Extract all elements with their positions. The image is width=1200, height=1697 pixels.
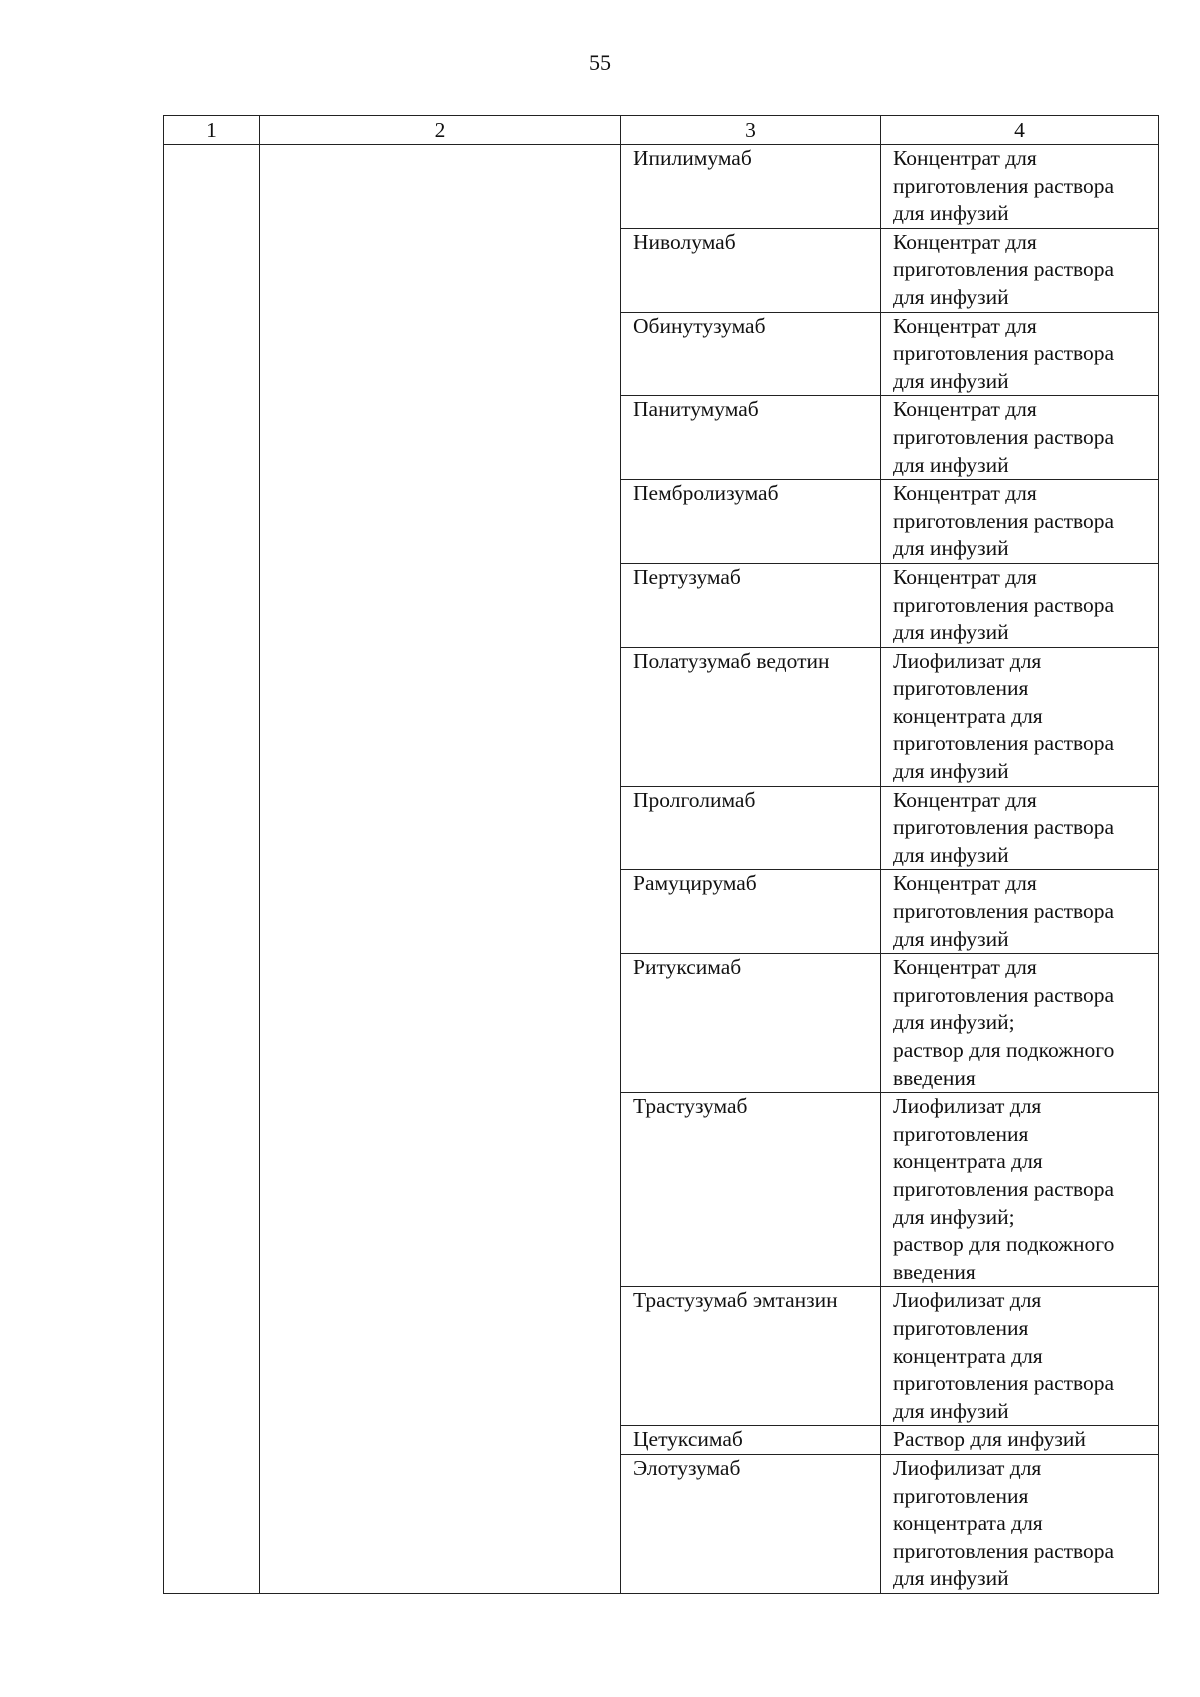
drug-name-cell <box>621 647 881 786</box>
column-header-1: 1 <box>164 116 260 145</box>
dosage-form: Концентрат для приготовления раствора для инфузий <box>893 313 1115 393</box>
drug-name: Ниволумаб <box>633 229 736 254</box>
drug-name: Рамуцирумаб <box>633 871 757 896</box>
dosage-form: Концентрат для приготовления раствора для инфузий <box>893 229 1115 309</box>
table-body <box>164 145 1159 1594</box>
drug-name: Полатузумаб ведотин <box>633 648 830 673</box>
drug-name: Обинутузумаб <box>633 313 766 338</box>
drug-name-cell <box>621 312 881 396</box>
dosage-form-cell <box>881 647 1159 786</box>
page-number: 55 <box>589 50 611 75</box>
dosage-form-cell <box>881 396 1159 480</box>
drug-name: Пембролизумаб <box>633 481 779 506</box>
dosage-form: Концентрат для приготовления раствора для инфузий <box>893 146 1115 226</box>
column-header-4: 4 <box>881 116 1159 145</box>
dosage-form-cell <box>881 563 1159 647</box>
column-2-empty-cell <box>260 145 621 1594</box>
drug-name: Трастузумаб эмтанзин <box>633 1288 838 1313</box>
drug-name: Пертузумаб <box>633 564 741 589</box>
drug-name: Ритуксимаб <box>633 955 742 980</box>
drug-name-cell <box>621 480 881 564</box>
dosage-form-cell <box>881 228 1159 312</box>
dosage-form-cell <box>881 1426 1159 1455</box>
dosage-form: Раствор для инфузий <box>893 1427 1086 1452</box>
dosage-form: Лиофилизат для приготовления концентрата для приготовления раствора для инфузий; раствор для подкожного введения <box>893 1094 1115 1284</box>
drug-name-cell <box>621 1454 881 1593</box>
drug-name: Трастузумаб <box>633 1094 748 1119</box>
drug-table <box>163 115 1159 1594</box>
column-header-2: 2 <box>260 116 621 145</box>
dosage-form: Концентрат для приготовления раствора для инфузий <box>893 397 1115 477</box>
drug-name-cell <box>621 1426 881 1455</box>
drug-name-cell <box>621 228 881 312</box>
dosage-form-cell <box>881 480 1159 564</box>
drug-name-cell <box>621 145 881 229</box>
drug-name-cell <box>621 563 881 647</box>
table-row <box>164 145 1159 229</box>
dosage-form-cell <box>881 312 1159 396</box>
dosage-form: Лиофилизат для приготовления концентрата для приготовления раствора для инфузий <box>893 648 1115 784</box>
dosage-form-cell <box>881 1287 1159 1426</box>
drug-name-cell <box>621 786 881 870</box>
dosage-form: Лиофилизат для приготовления концентрата для приготовления раствора для инфузий <box>893 1455 1115 1591</box>
drug-name: Элотузумаб <box>633 1455 741 1480</box>
dosage-form: Концентрат для приготовления раствора для инфузий; раствор для подкожного введения <box>893 955 1115 1090</box>
drug-name-cell <box>621 1093 881 1287</box>
drug-name-cell <box>621 870 881 954</box>
dosage-form: Концентрат для приготовления раствора для инфузий <box>893 787 1115 867</box>
column-1-empty-cell <box>164 145 260 1594</box>
dosage-form-cell <box>881 1454 1159 1593</box>
drug-name: Ипилимумаб <box>633 146 752 170</box>
dosage-form-cell <box>881 145 1159 229</box>
dosage-form-cell <box>881 786 1159 870</box>
dosage-form: Концентрат для приготовления раствора для инфузий <box>893 564 1115 645</box>
header-row <box>164 116 1159 145</box>
drug-name-cell <box>621 396 881 480</box>
dosage-form: Концентрат для приготовления раствора для инфузий <box>893 481 1115 561</box>
dosage-form: Концентрат для приготовления раствора для инфузий <box>893 871 1115 951</box>
drug-name: Панитумумаб <box>633 397 759 422</box>
drug-name-cell <box>621 954 881 1093</box>
dosage-form-cell <box>881 954 1159 1093</box>
dosage-form: Лиофилизат для приготовления концентрата для приготовления раствора для инфузий <box>893 1288 1115 1423</box>
drug-name-cell <box>621 1287 881 1426</box>
dosage-form-cell <box>881 1093 1159 1287</box>
dosage-form-cell <box>881 870 1159 954</box>
column-header-3: 3 <box>621 116 881 145</box>
drug-name: Цетуксимаб <box>633 1427 743 1452</box>
drug-name: Пролголимаб <box>633 787 756 812</box>
